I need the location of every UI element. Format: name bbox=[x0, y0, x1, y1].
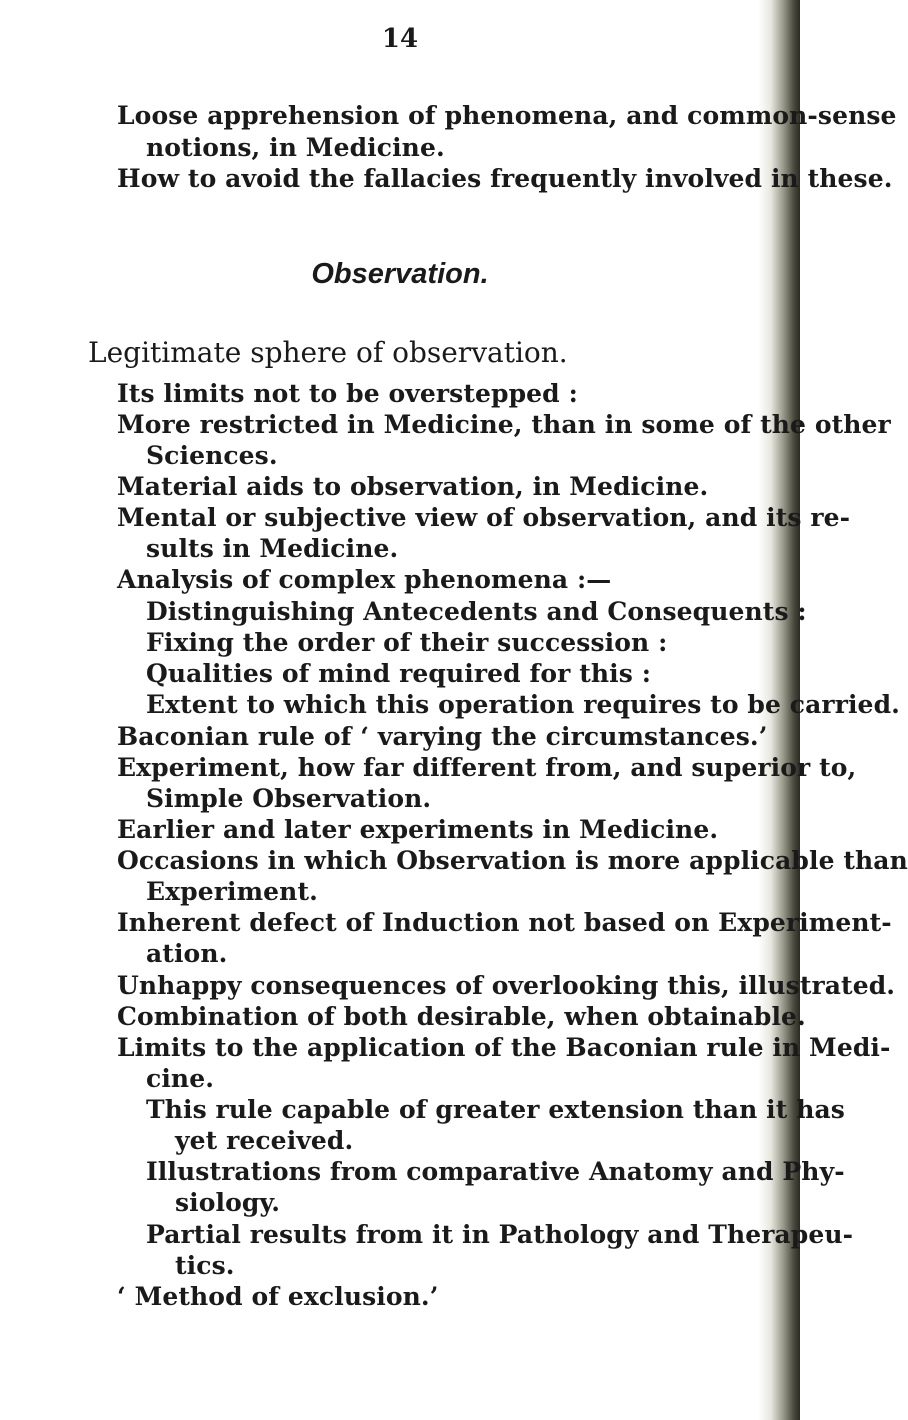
text-line: Mental or subjective view of observation, and its re- bbox=[117, 503, 851, 532]
text-line: More restricted in Medicine, than in some of the other bbox=[117, 410, 891, 439]
text-line: This rule capable of greater extension than it has bbox=[146, 1095, 845, 1124]
text-line: cine. bbox=[146, 1064, 215, 1093]
text-line: ‘ Method of exclusion.’ bbox=[117, 1282, 439, 1311]
text-line: yet received. bbox=[175, 1126, 354, 1155]
text-line: Simple Observation. bbox=[146, 784, 432, 813]
text-line: Extent to which this operation requires to be carried. bbox=[146, 690, 900, 719]
subheading: Legitimate sphere of observation. bbox=[88, 336, 568, 369]
text-line: siology. bbox=[175, 1188, 281, 1217]
text-line: Earlier and later experiments in Medicine. bbox=[117, 815, 719, 844]
text-line: Limits to the application of the Baconian rule in Medi- bbox=[117, 1033, 891, 1062]
text-line: Distinguishing Antecedents and Consequents : bbox=[146, 597, 807, 626]
text-line: Loose apprehension of phenomena, and common-sense bbox=[117, 101, 897, 130]
text-line: Experiment, how far different from, and superior to, bbox=[117, 753, 857, 782]
text-line: How to avoid the fallacies frequently involved in these. bbox=[117, 164, 893, 193]
text-line: notions, in Medicine. bbox=[146, 133, 445, 162]
text-line: Baconian rule of ‘ varying the circumstances.’ bbox=[117, 722, 768, 751]
text-line: Occasions in which Observation is more applicable than bbox=[117, 846, 908, 875]
text-line: Experiment. bbox=[146, 877, 318, 906]
text-line: Sciences. bbox=[146, 441, 278, 470]
text-line: tics. bbox=[175, 1251, 235, 1280]
text-line: sults in Medicine. bbox=[146, 534, 399, 563]
text-line: Illustrations from comparative Anatomy and Phy- bbox=[146, 1157, 845, 1186]
text-line: Its limits not to be overstepped : bbox=[117, 379, 578, 408]
text-line: Inherent defect of Induction not based on Experiment- bbox=[117, 908, 892, 937]
text-line: Combination of both desirable, when obtainable. bbox=[117, 1002, 806, 1031]
text-line: ation. bbox=[146, 939, 228, 968]
section-heading: Observation. bbox=[311, 258, 489, 290]
text-line: Partial results from it in Pathology and Therapeu- bbox=[146, 1220, 854, 1249]
text-line: Material aids to observation, in Medicine. bbox=[117, 472, 709, 501]
page-number: 14 bbox=[381, 24, 419, 54]
text-line: Fixing the order of their succession : bbox=[146, 628, 668, 657]
text-line: Unhappy consequences of overlooking this, illustrated. bbox=[117, 971, 896, 1000]
text-line: Analysis of complex phenomena :— bbox=[117, 565, 612, 594]
text-line: Qualities of mind required for this : bbox=[146, 659, 652, 688]
